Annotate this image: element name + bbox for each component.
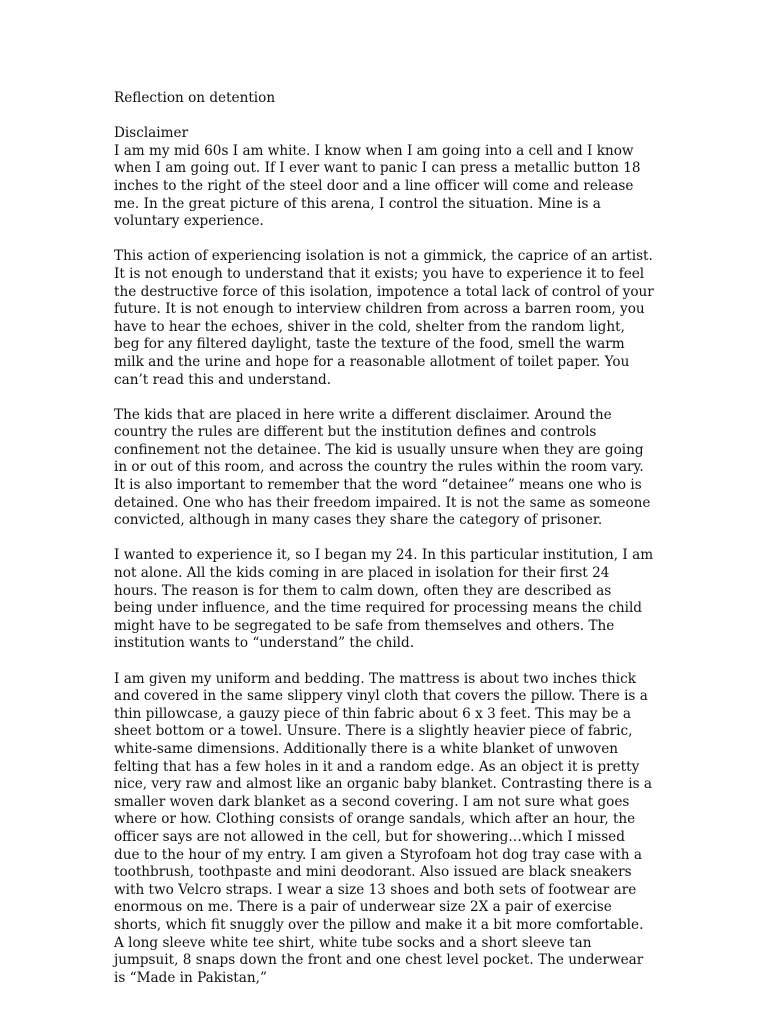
paragraph-experience: I wanted to experience it, so I began my 24. In this particular institution, I am not alone. All the kids coming in are placed in isolation for their first 24 hours. The reason is for them to calm down, often they are described as being under influence, and the time required for processing means the child might have to be segregated to be safe from themselves and others. The institution wants to “understand” the child. bbox=[114, 547, 654, 652]
disclaimer-heading: Disclaimer bbox=[114, 125, 189, 142]
paragraph-disclaimer: I am my mid 60s I am white. I know when I am going into a cell and I know when I am going out. If I ever want to panic I can press a metallic button 18 inches to the right of the steel door and a line officer will come and release me. In the great picture of this arena, I control the situation. Mine is a voluntary experience. bbox=[114, 142, 641, 230]
document-page bbox=[114, 90, 654, 1005]
document-title: Reflection on detention bbox=[114, 90, 276, 106]
paragraph-kids-disclaimer: The kids that are placed in here write a different disclaimer. Around the country the rules are different but the institution defines and controls confinement not the detainee. The kid is usually unsure when they are going in or out of this room, and across the country the rules within the room vary. It is also important to remember that the word “detainee” means one who is detained. One who has their freedom impaired. It is not the same as someone convicted, although in many cases they share the category of prisoner. bbox=[114, 406, 651, 529]
paragraph-uniform-bedding: I am given my uniform and bedding. The mattress is about two inches thick and covered in the same slippery vinyl cloth that covers the pillow. There is a thin pillowcase, a gauzy piece of thin fabric about 6 x 3 feet. This may be a sheet bottom or a towel. Unsure. There is a slightly heavier piece of fabric, white-same dimensions. Additionally there is a white blanket of unwoven felting that has a few holes in it and a random edge. As an object it is pretty nice, very raw and almost like an organic baby blanket. Contrasting there is a smaller woven dark blanket as a second covering. I am not sure what goes where or how. Clothing consists of orange sandals, which after an hour, the officer says are not allowed in the cell, but for showering…which I missed due to the hour of my entry. I am given a Styrofoam hot dog tray case with a toothbrush, toothpaste and mini deodorant. Also issued are black sneakers with two Velcro straps. I wear a size 13 shoes and both sets of footwear are enormous on me. There is a pair of underwear size 2X a pair of exercise shorts, which fit snuggly over the pillow and make it a bit more comfortable. A long sleeve white tee shirt, white tube socks and a short sleeve tan jumpsuit, 8 snaps down the front and one chest level pocket. The underwear is “Made in Pakistan,” bbox=[114, 670, 653, 986]
paragraph-isolation: This action of experiencing isolation is not a gimmick, the caprice of an artist. It is not enough to understand that it exists; you have to experience it to feel the destructive force of this isolation, impotence a total lack of control of your future. It is not enough to interview children from across a barren room, you have to hear the echoes, shiver in the cold, shelter from the random light, beg for any filtered daylight, taste the texture of the food, smell the warm milk and the urine and hope for a reasonable allotment of toilet paper. You can’t read this and understand. bbox=[114, 248, 654, 388]
